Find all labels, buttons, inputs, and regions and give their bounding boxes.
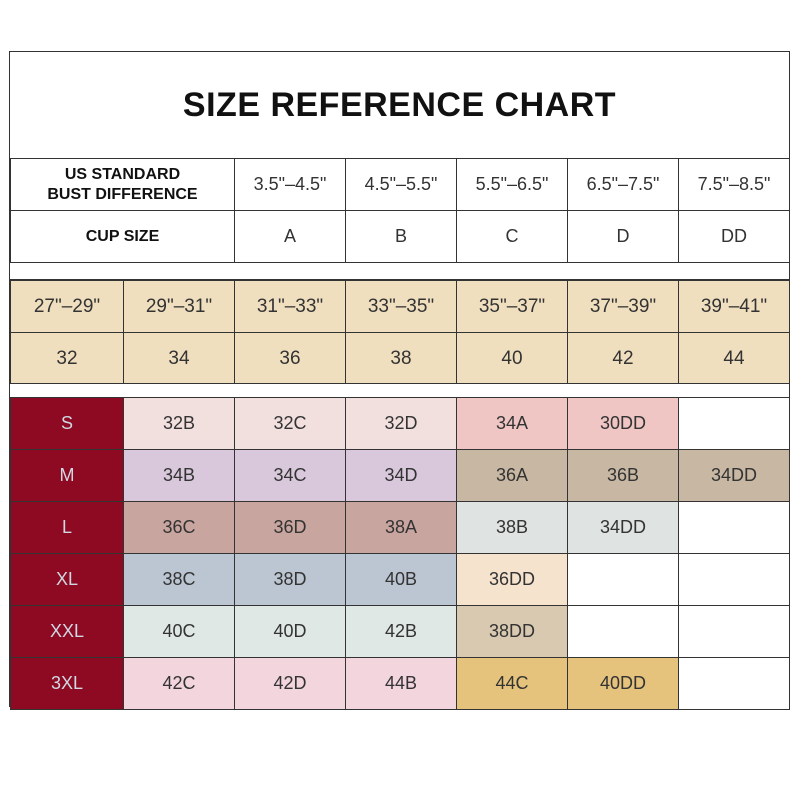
size-cell: 36C	[124, 502, 235, 554]
size-cell: 42C	[124, 658, 235, 710]
size-cell: 36A	[457, 450, 568, 502]
underbust-value: 33"–35"	[346, 281, 457, 333]
size-cell: 36B	[568, 450, 679, 502]
cup-size-value: DD	[679, 211, 790, 263]
size-row	[11, 450, 790, 502]
bust-difference-value: 4.5"–5.5"	[346, 159, 457, 211]
band-value: 38	[346, 333, 457, 385]
cup-mapping-table	[10, 158, 790, 263]
size-cell: 32B	[124, 398, 235, 450]
section-divider	[10, 383, 789, 398]
size-cell: 38D	[235, 554, 346, 606]
size-cell: 32D	[346, 398, 457, 450]
size-cell: 36D	[235, 502, 346, 554]
underbust-row	[11, 281, 790, 333]
size-cell: 38DD	[457, 606, 568, 658]
size-cell: 44C	[457, 658, 568, 710]
size-cell: 34B	[124, 450, 235, 502]
band-value: 32	[11, 333, 124, 385]
size-label: M	[11, 450, 124, 502]
band-row	[11, 333, 790, 385]
bust-label-line1: US STANDARD	[64, 165, 181, 183]
underbust-value: 27"–29"	[11, 281, 124, 333]
size-label: 3XL	[11, 658, 124, 710]
size-cell: 38C	[124, 554, 235, 606]
size-cell: 44B	[346, 658, 457, 710]
size-cell: 42D	[235, 658, 346, 710]
size-cell: 30DD	[568, 398, 679, 450]
size-label: XXL	[11, 606, 124, 658]
bust-label-line2: BUST DIFFERENCE	[47, 185, 198, 203]
size-cell: 40DD	[568, 658, 679, 710]
bust-difference-value: 7.5"–8.5"	[679, 159, 790, 211]
size-row	[11, 554, 790, 606]
band-value: 44	[679, 333, 790, 385]
chart-title: SIZE REFERENCE CHART	[10, 52, 789, 159]
size-row	[11, 398, 790, 450]
size-cell: 32C	[235, 398, 346, 450]
cup-size-row	[11, 211, 790, 263]
size-cell	[679, 658, 790, 710]
size-cell: 36DD	[457, 554, 568, 606]
size-cell: 34DD	[679, 450, 790, 502]
bust-difference-value: 5.5"–6.5"	[457, 159, 568, 211]
size-label: XL	[11, 554, 124, 606]
size-cell: 34DD	[568, 502, 679, 554]
size-label: S	[11, 398, 124, 450]
underbust-value: 39"–41"	[679, 281, 790, 333]
band-value: 36	[235, 333, 346, 385]
size-cell	[568, 554, 679, 606]
size-cell	[679, 554, 790, 606]
size-cell: 34D	[346, 450, 457, 502]
size-grid-table	[10, 397, 790, 710]
size-row	[11, 606, 790, 658]
size-row	[11, 658, 790, 710]
underbust-value: 31"–33"	[235, 281, 346, 333]
cup-size-label: CUP SIZE	[11, 211, 235, 263]
size-cell: 34C	[235, 450, 346, 502]
size-reference-chart	[9, 51, 790, 707]
cup-size-value: B	[346, 211, 457, 263]
size-cell	[679, 398, 790, 450]
size-cell: 40B	[346, 554, 457, 606]
size-label: L	[11, 502, 124, 554]
bust-difference-value: 6.5"–7.5"	[568, 159, 679, 211]
underbust-value: 35"–37"	[457, 281, 568, 333]
size-cell	[679, 606, 790, 658]
size-cell	[679, 502, 790, 554]
band-size-table	[10, 280, 790, 385]
section-divider	[10, 262, 789, 280]
cup-size-value: A	[235, 211, 346, 263]
underbust-value: 37"–39"	[568, 281, 679, 333]
cup-size-value: D	[568, 211, 679, 263]
size-cell: 42B	[346, 606, 457, 658]
size-cell	[568, 606, 679, 658]
band-value: 34	[124, 333, 235, 385]
size-cell: 38B	[457, 502, 568, 554]
band-value: 42	[568, 333, 679, 385]
size-row	[11, 502, 790, 554]
size-cell: 40D	[235, 606, 346, 658]
bust-difference-row	[11, 159, 790, 211]
cup-size-value: C	[457, 211, 568, 263]
underbust-value: 29"–31"	[124, 281, 235, 333]
bust-difference-label	[11, 159, 235, 211]
bust-difference-value: 3.5"–4.5"	[235, 159, 346, 211]
size-cell: 40C	[124, 606, 235, 658]
band-value: 40	[457, 333, 568, 385]
size-cell: 34A	[457, 398, 568, 450]
size-cell: 38A	[346, 502, 457, 554]
